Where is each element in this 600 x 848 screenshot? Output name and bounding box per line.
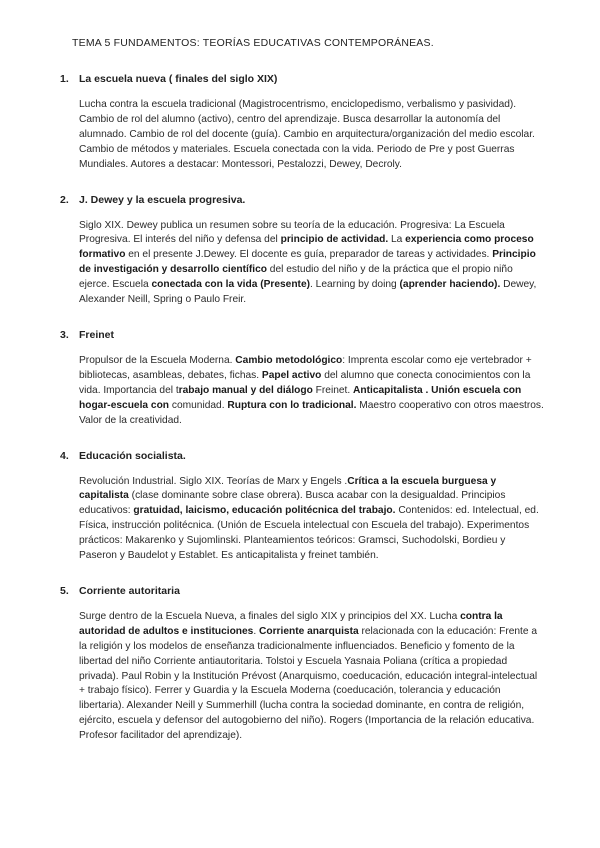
section-heading bbox=[60, 328, 544, 342]
section-number: 1. bbox=[60, 73, 69, 85]
bold-text-segment: gratuidad, laicismo, educación politécnica del trabajo. bbox=[133, 505, 396, 517]
text-segment: comunidad. bbox=[169, 399, 228, 411]
bold-text-segment: experiencia como proceso formativo bbox=[79, 234, 534, 261]
section-1 bbox=[60, 72, 544, 173]
section-body bbox=[79, 610, 544, 744]
bold-text-segment: contra la autoridad de adultos e instituciones bbox=[79, 610, 503, 637]
text-segment: Maestro cooperativo con otros maestros. Valor de la creatividad. bbox=[79, 399, 544, 426]
section-number: 4. bbox=[60, 449, 69, 462]
section-number: 2. bbox=[60, 193, 69, 206]
text-segment: La bbox=[388, 234, 406, 246]
text-segment: : Imprenta escolar como eje vertebrador + bibliotecas, asambleas, debates, fichas. bbox=[79, 354, 532, 381]
section-title: La escuela nueva ( finales del siglo XIX) bbox=[79, 73, 278, 85]
text-segment: Dewey, Alexander Neill, Spring o Paulo Freir. bbox=[79, 279, 537, 306]
sections-list bbox=[60, 72, 544, 744]
text-segment: Revolución Industrial. Siglo XIX. Teorías de Marx y Engels . bbox=[79, 475, 348, 487]
bold-text-segment: (aprender haciendo). bbox=[399, 279, 501, 291]
section-heading bbox=[60, 584, 544, 598]
section-number: 3. bbox=[60, 328, 69, 341]
text-segment: Freinet. bbox=[312, 384, 354, 396]
text-segment: (clase dominante sobre clase obrera). Busca acabar con la desigualdad. Principios educativos: bbox=[79, 490, 506, 517]
section-title: Corriente autoritaria bbox=[79, 584, 180, 597]
text-segment: del alumno que conecta conocimientos con la vida. Importancia del t bbox=[79, 369, 531, 396]
section-heading bbox=[60, 72, 544, 86]
text-segment: relacionada con la educación: Frente a la religión y los modelos de enseñanza tradicionalmente influenciados. Beneficio y fomento de la libertad del niño Corriente antiautoritaria. Tolstoi y Escuela Yasnaia Poliana (crítica a propiedad privada). Paul Robin y la Institución Prévost (Anarquismo, coeducación, educación integral-intelectual + trabajo físico). Ferrer y Guardia y la Escuela Moderna (coeducación, tolerancia y educación libertaria). Alexander Neill y Summerhill (lucha contra la sociedad dominante, en contra de religión, ejército, escuela y defensor del autogobierno del niño). Rogers (Importancia de la relación educativa. Profesor facilitador del aprendizaje). bbox=[79, 625, 538, 742]
bold-text-segment: Ruptura con lo tradicional. bbox=[227, 399, 357, 411]
text-segment: Contenidos: ed. Intelectual, ed. Física, instrucción politécnica. (Unión de Escuela intelectual con Escuela del trabajo). Experimentos prácticos: Makarenko y Sujomlinski. Planteamientos teóricos: Gramsci, Suchodolski, Bordieu y Paseron y Baudelot y Establet. Es anticapitalista y freinet también. bbox=[79, 505, 539, 562]
bold-text-segment: principio de actividad. bbox=[280, 234, 389, 246]
text-segment: del estudio del niño y de la práctica que el propio niño ejerce. Escuela bbox=[79, 264, 513, 291]
bold-text-segment: conectada con la vida (Presente) bbox=[151, 279, 311, 291]
section-body bbox=[79, 98, 544, 173]
text-segment: Siglo XIX. Dewey publica un resumen sobre su teoría de la educación. Progresiva: La Escuela Progresiva. El interés del niño y defensa del bbox=[79, 219, 505, 246]
section-number: 5. bbox=[60, 584, 69, 597]
section-title: J. Dewey y la escuela progresiva. bbox=[79, 193, 246, 206]
bold-text-segment: Corriente anarquista bbox=[259, 625, 359, 637]
section-title: Freinet bbox=[79, 328, 115, 341]
bold-text-segment: Crítica a la escuela burguesa y capitalista bbox=[79, 475, 497, 502]
section-title: Educación socialista. bbox=[79, 449, 186, 462]
bold-text-segment: Papel activo bbox=[261, 369, 322, 381]
text-segment: . bbox=[253, 625, 260, 637]
text-segment: . Learning by doing bbox=[310, 279, 400, 291]
section-4 bbox=[60, 449, 544, 564]
bold-text-segment: Principio de investigación y desarrollo científico bbox=[79, 249, 536, 276]
bold-text-segment: Cambio metodológico bbox=[235, 354, 343, 366]
text-segment: Surge dentro de la Escuela Nueva, a finales del siglo XIX y principios del XX. Lucha bbox=[79, 610, 461, 622]
section-3 bbox=[60, 328, 544, 429]
document-title: TEMA 5 FUNDAMENTOS: TEORÍAS EDUCATIVAS CONTEMPORÁNEAS. bbox=[72, 37, 434, 49]
bold-text-segment: rabajo manual y del diálogo bbox=[178, 384, 313, 396]
section-body bbox=[79, 219, 544, 308]
text-segment: en el presente J.Dewey. El docente es guía, preparador de tareas y actividades. bbox=[125, 249, 493, 261]
section-heading bbox=[60, 193, 544, 207]
section-body bbox=[79, 354, 544, 429]
text-segment: Lucha contra la escuela tradicional (Magistrocentrismo, enciclopedismo, verbalismo y pasividad). Cambio de rol del alumno (activo), centro del aprendizaje. Busca desarrollar la autonomía del alumnado. Cambio de rol del docente (guía). Cambio en arquitectura/organización del medio escolar. Cambio de métodos y materiales. Escuela conectada con la vida. Periodo de Pre y post Guerras Mundiales. Autores a destacar: Montessori, Pestalozzi, Dewey, Decroly. bbox=[79, 99, 535, 170]
bold-text-segment: Anticapitalista . Unión escuela con hogar-escuela con bbox=[79, 384, 522, 411]
section-body bbox=[79, 475, 544, 564]
section-5 bbox=[60, 584, 544, 744]
section-2 bbox=[60, 193, 544, 308]
text-segment: Propulsor de la Escuela Moderna. bbox=[79, 354, 236, 366]
section-heading bbox=[60, 449, 544, 463]
